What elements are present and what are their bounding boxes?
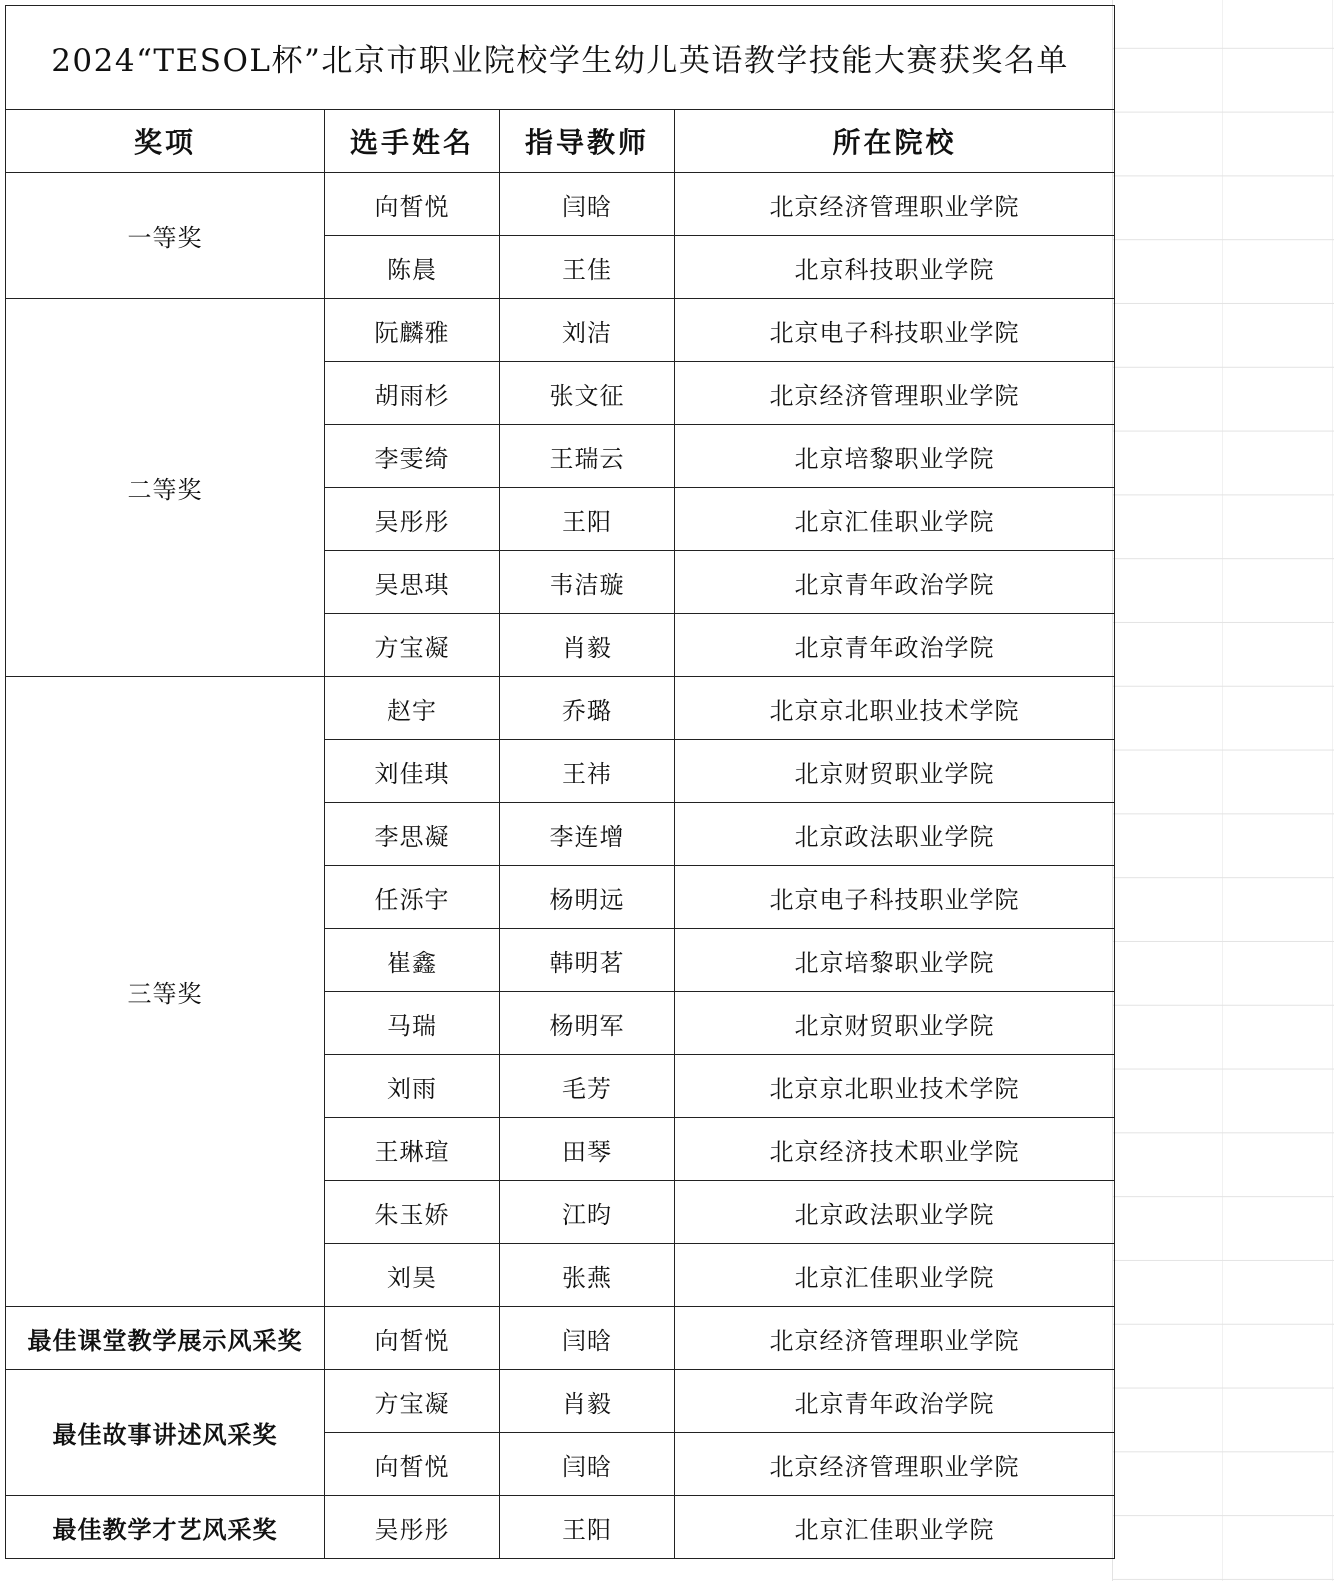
school-name: 北京财贸职业学院 xyxy=(675,740,1115,803)
school-name: 北京经济管理职业学院 xyxy=(675,1307,1115,1370)
instructor-name: 王祎 xyxy=(500,740,675,803)
contestant-name: 向皙悦 xyxy=(325,173,500,236)
school-name: 北京培黎职业学院 xyxy=(675,929,1115,992)
instructor-name: 王阳 xyxy=(500,488,675,551)
contestant-name: 刘佳琪 xyxy=(325,740,500,803)
instructor-name: 王阳 xyxy=(500,1496,675,1559)
instructor-name: 王佳 xyxy=(500,236,675,299)
contestant-name: 马瑞 xyxy=(325,992,500,1055)
instructor-name: 乔璐 xyxy=(500,677,675,740)
contestant-name: 阮麟雅 xyxy=(325,299,500,362)
contestant-name: 王琳瑄 xyxy=(325,1118,500,1181)
instructor-name: 王瑞云 xyxy=(500,425,675,488)
contestant-name: 向皙悦 xyxy=(325,1433,500,1496)
contestant-name: 方宝凝 xyxy=(325,1370,500,1433)
contestant-name: 吴彤彤 xyxy=(325,488,500,551)
instructor-name: 闫晗 xyxy=(500,1307,675,1370)
header-contestant: 选手姓名 xyxy=(325,110,500,173)
instructor-name: 毛芳 xyxy=(500,1055,675,1118)
instructor-name: 田琴 xyxy=(500,1118,675,1181)
instructor-name: 杨明远 xyxy=(500,866,675,929)
spreadsheet-background-grid xyxy=(1112,0,1334,1581)
contestant-name: 吴彤彤 xyxy=(325,1496,500,1559)
instructor-name: 韦洁璇 xyxy=(500,551,675,614)
contestant-name: 任泺宇 xyxy=(325,866,500,929)
school-name: 北京汇佳职业学院 xyxy=(675,1496,1115,1559)
header-instructor: 指导教师 xyxy=(500,110,675,173)
header-school: 所在院校 xyxy=(675,110,1115,173)
table-row xyxy=(6,677,1115,740)
contestant-name: 李雯绮 xyxy=(325,425,500,488)
award-category: 最佳故事讲述风采奖 xyxy=(6,1370,325,1496)
table-row xyxy=(6,1307,1115,1370)
title-row xyxy=(6,6,1115,110)
instructor-name: 张文征 xyxy=(500,362,675,425)
header-award: 奖项 xyxy=(6,110,325,173)
table-row xyxy=(6,1370,1115,1433)
school-name: 北京汇佳职业学院 xyxy=(675,1244,1115,1307)
award-category: 二等奖 xyxy=(6,299,325,677)
school-name: 北京电子科技职业学院 xyxy=(675,299,1115,362)
instructor-name: 闫晗 xyxy=(500,1433,675,1496)
instructor-name: 江昀 xyxy=(500,1181,675,1244)
school-name: 北京培黎职业学院 xyxy=(675,425,1115,488)
table-row xyxy=(6,299,1115,362)
school-name: 北京经济管理职业学院 xyxy=(675,173,1115,236)
school-name: 北京青年政治学院 xyxy=(675,1370,1115,1433)
instructor-name: 闫晗 xyxy=(500,173,675,236)
table-title: 2024“TESOL杯”北京市职业院校学生幼儿英语教学技能大赛获奖名单 xyxy=(6,6,1115,110)
table-row xyxy=(6,173,1115,236)
contestant-name: 胡雨杉 xyxy=(325,362,500,425)
instructor-name: 肖毅 xyxy=(500,614,675,677)
school-name: 北京政法职业学院 xyxy=(675,1181,1115,1244)
instructor-name: 肖毅 xyxy=(500,1370,675,1433)
school-name: 北京科技职业学院 xyxy=(675,236,1115,299)
instructor-name: 韩明茗 xyxy=(500,929,675,992)
contestant-name: 李思凝 xyxy=(325,803,500,866)
award-category: 最佳课堂教学展示风采奖 xyxy=(6,1307,325,1370)
contestant-name: 方宝凝 xyxy=(325,614,500,677)
table-row xyxy=(6,1496,1115,1559)
contestant-name: 赵宇 xyxy=(325,677,500,740)
instructor-name: 刘洁 xyxy=(500,299,675,362)
award-category: 三等奖 xyxy=(6,677,325,1307)
contestant-name: 崔鑫 xyxy=(325,929,500,992)
contestant-name: 向皙悦 xyxy=(325,1307,500,1370)
instructor-name: 李连增 xyxy=(500,803,675,866)
contestant-name: 刘雨 xyxy=(325,1055,500,1118)
school-name: 北京青年政治学院 xyxy=(675,551,1115,614)
contestant-name: 陈晨 xyxy=(325,236,500,299)
header-row xyxy=(6,110,1115,173)
contestant-name: 吴思琪 xyxy=(325,551,500,614)
school-name: 北京经济管理职业学院 xyxy=(675,1433,1115,1496)
school-name: 北京经济技术职业学院 xyxy=(675,1118,1115,1181)
school-name: 北京京北职业技术学院 xyxy=(675,1055,1115,1118)
school-name: 北京经济管理职业学院 xyxy=(675,362,1115,425)
school-name: 北京财贸职业学院 xyxy=(675,992,1115,1055)
school-name: 北京电子科技职业学院 xyxy=(675,866,1115,929)
school-name: 北京京北职业技术学院 xyxy=(675,677,1115,740)
award-category: 最佳教学才艺风采奖 xyxy=(6,1496,325,1559)
award-list-table xyxy=(5,5,1115,1559)
school-name: 北京汇佳职业学院 xyxy=(675,488,1115,551)
instructor-name: 张燕 xyxy=(500,1244,675,1307)
instructor-name: 杨明军 xyxy=(500,992,675,1055)
contestant-name: 刘昊 xyxy=(325,1244,500,1307)
award-category: 一等奖 xyxy=(6,173,325,299)
school-name: 北京政法职业学院 xyxy=(675,803,1115,866)
contestant-name: 朱玉娇 xyxy=(325,1181,500,1244)
school-name: 北京青年政治学院 xyxy=(675,614,1115,677)
